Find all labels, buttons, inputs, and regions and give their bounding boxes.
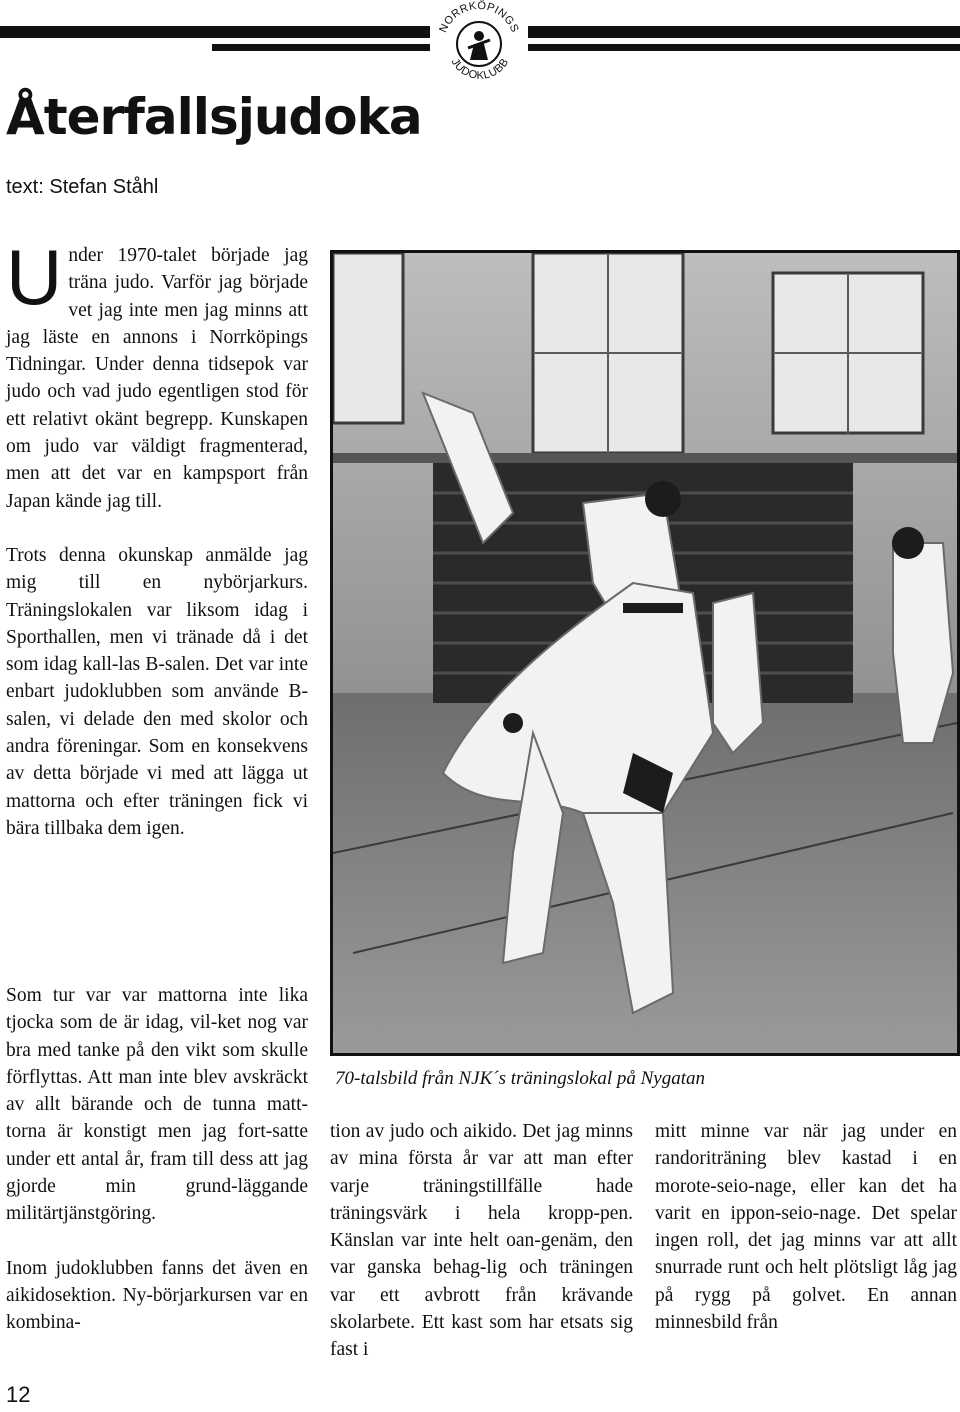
article-byline: text: Stefan Ståhl bbox=[6, 176, 159, 198]
photo-caption-text: 70-talsbild från NJK´s träningslokal på Nygatan bbox=[335, 1068, 705, 1089]
paragraph-4: Inom judoklubben fanns det även en aikidosektion. Ny-börjarkursen var en kombina- bbox=[6, 1257, 308, 1334]
paragraph-6: mitt minne var när jag under en randoriträning blev kastad i en morote-seio-nage, eller kan det ha varit en ippon-seio-nage. Det spelar ingen roll, det jag minns var att allt snurrade runt och helt plötsligt låg jag på rygg på golvet. En annan minnesbild från bbox=[655, 1121, 957, 1334]
column-right bbox=[655, 1118, 957, 1336]
header-rule-right bbox=[528, 26, 960, 38]
column-left-bottom bbox=[6, 982, 308, 1337]
drop-cap: U bbox=[6, 233, 63, 321]
club-logo-seal-icon bbox=[430, 0, 528, 90]
header-rule-left-thin bbox=[212, 44, 430, 51]
paragraph-3: Som tur var var mattorna inte lika tjocka som de är idag, vil-ket nog var bra med tanke på den vikt som skulle förflyttas. Att man inte blev avskräckt av allt bärande och de tunna matt-torna är konstigt men jag fort-satte under ett antal år, fram till dess att jag gjorde min grund-läggande militärtjänstgöring. bbox=[6, 985, 308, 1225]
article-title: Återfallsjudoka bbox=[6, 88, 422, 146]
judo-training-photo bbox=[333, 253, 957, 1053]
club-logo bbox=[430, 0, 528, 90]
header-rule-left bbox=[0, 26, 430, 38]
paragraph-1 bbox=[6, 233, 308, 515]
logo-text-top: NORRKÖPINGS bbox=[437, 0, 521, 35]
svg-text:JUDOKLUBB bbox=[449, 56, 512, 82]
paragraph-2: Trots denna okunskap anmälde jag mig till en nybörjarkurs. Träningslokalen var liksom idag i Sporthallen, men vi tränade då i det som idag kall-las B-salen. Det var inte enbart judoklubben som använde B-salen, vi delade den med skolor och andra föreningar. Som en konsekvens av detta började vi med att lägga ut mattorna och efter träningen fick vi bära tillbaka dem igen. bbox=[6, 544, 308, 839]
header-rule-right-thin bbox=[528, 44, 960, 51]
svg-text:NORRKÖPINGS bbox=[437, 0, 520, 34]
paragraph-1-text: nder 1970-talet började jag träna judo. Varför jag började vet jag inte men jag minns att jag läste en annons i Norrköpings Tidningar. Under denna tidsepok var judo och vad judo egentligen stod för ett relativt okänt begrepp. Kunskapen om judo var väldigt fragmenterad, men att det var en kampsport från Japan kände jag till. bbox=[6, 245, 308, 512]
column-middle bbox=[330, 1118, 633, 1364]
photo-caption bbox=[330, 1068, 960, 1090]
paragraph-5: tion av judo och aikido. Det jag minns av mina första år var att man efter varje träningstillfälle hade träningsvärk i hela kropp-pen. Känslan var inte helt oan-genäm, den var ganska behag-lig och träningen var ett avbrott från krävande skolarbete. Ett kast som har etsats sig fast i bbox=[330, 1121, 633, 1361]
logo-text-bottom: JUDOKLUBB bbox=[448, 56, 512, 82]
page-number: 12 bbox=[6, 1382, 31, 1407]
column-left-top bbox=[6, 233, 308, 842]
article-photo bbox=[330, 250, 960, 1056]
